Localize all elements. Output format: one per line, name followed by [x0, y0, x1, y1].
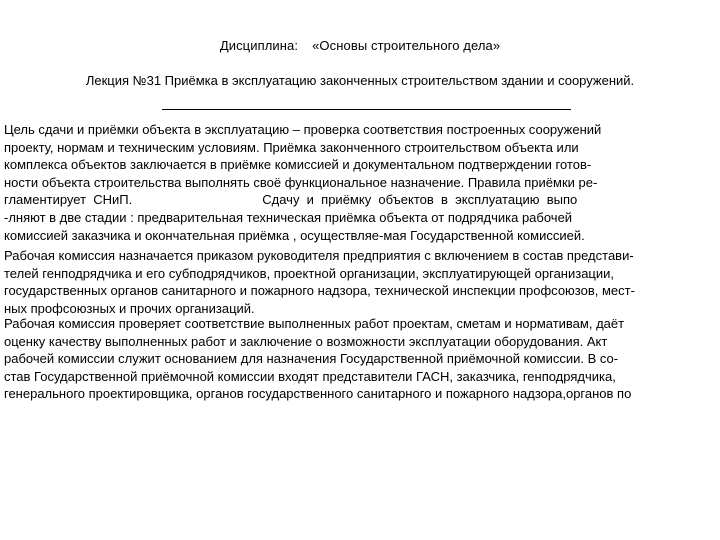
paragraph-line: проекту, нормам и техническим условиям. Приёмка законченного строительством объекта или: [4, 139, 579, 155]
paragraph-line: Цель сдачи и приёмки объекта в эксплуатацию – проверка соответствия построенных сооружений: [4, 122, 602, 137]
paragraph-line: став Государственной приёмочной комиссии входят представители ГАСН, заказчика, генподрядчика,: [4, 368, 616, 384]
paragraph-line: комплекса объектов заключается в приёмке комиссией и документальном подтверждении готов-: [4, 157, 592, 173]
paragraph-purpose: [4, 121, 714, 244]
paragraph-line: государственных органов санитарного и пожарного надзора, технической инспекции профсоюзов, мест-: [4, 283, 635, 299]
paragraph-line: телей генподрядчика и его субподрядчиков, проектной организации, эксплуатирующей организации,: [4, 265, 615, 281]
paragraph-line: рабочей комиссии служит основанием для назначения Государственной приёмочной комиссии. В со-: [4, 351, 619, 367]
discipline-header: [0, 38, 720, 53]
title-divider-line: [162, 109, 571, 110]
paragraph-line: комиссией заказчика и окончательная приёмка , осуществляе-мая Государственной комиссией.: [4, 227, 585, 243]
paragraph-line: ных профсоюзных и прочих организаций.: [4, 300, 255, 316]
paragraph-line: Рабочая комиссия назначается приказом руководителя предприятия с включением в состав представи-: [4, 248, 634, 263]
paragraph-line: оценку качеству выполненных работ и заключение о возможности эксплуатации оборудования. Акт: [4, 333, 608, 349]
paragraph-line: генерального проектировщика, органов государственного санитарного и пожарного надзора,органов по: [4, 386, 632, 402]
discipline-title: «Основы строительного дела»: [312, 38, 501, 53]
paragraph-line: гламентирует СНиП. Сдачу и приёмку объектов в эксплуатацию выпо: [4, 192, 578, 208]
paragraph-commission-duties: [4, 315, 714, 403]
paragraph-line: Рабочая комиссия проверяет соответствие выполненных работ проектам, сметам и нормативам, даёт: [4, 316, 625, 331]
paragraph-line: -лняют в две стадии : предварительная техническая приёмка объекта от подрядчика рабочей: [4, 209, 573, 225]
paragraph-working-commission: [4, 247, 714, 317]
discipline-label: Дисциплина:: [219, 38, 299, 53]
lecture-title: Лекция №31 Приёмка в эксплуатацию законченных строительством здании и сооружений.: [85, 73, 635, 88]
paragraph-line: ности объекта строительства выполнять своё функциональное назначение. Правила приёмки ре-: [4, 174, 598, 190]
